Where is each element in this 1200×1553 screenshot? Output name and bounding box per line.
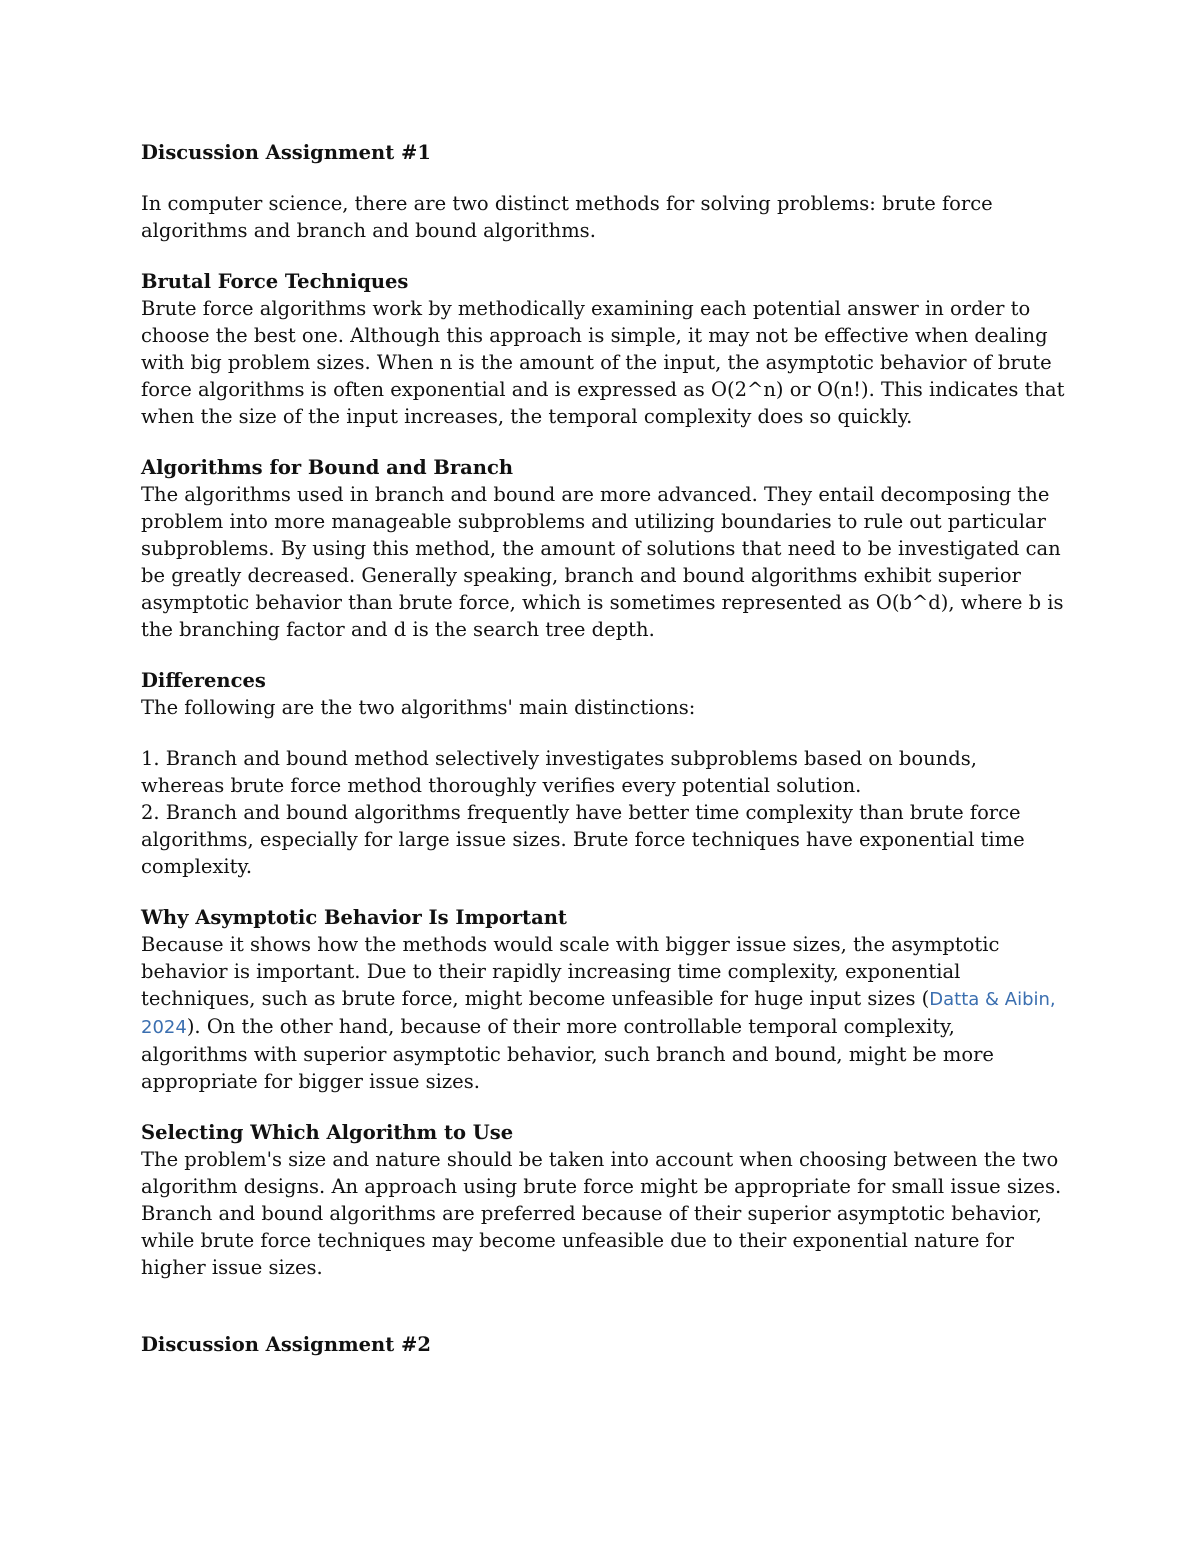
citation-link[interactable]: Datta & Aibin, 2024 [141,989,1056,1038]
section-body-brute-force: Brute force algorithms work by methodically examining each potential answer in order to choose the best one. Although this approach is simple, it may not be effective when dealing with big problem sizes. When n is the amount of the input, the asymptotic behavior of brute force algorithms is often exponential and is expressed as O(2^n) or O(n!). This indicates that when the size of the input increases, the temporal complexity does so quickly. [141,297,1065,428]
assignment-2-title: Discussion Assignment #2 [141,1333,431,1356]
section-heading-branch-bound: Algorithms for Bound and Branch [141,456,514,479]
section-body-asymptotic [141,931,1066,1095]
section-body-selecting: The problem's size and nature should be taken into account when choosing between the two algorithm designs. An approach using brute force might be appropriate for small issue sizes. Branch and bound algorithms are preferred because of their superior asymptotic behavior, while brute force techniques may become unfeasible due to their exponential nature for higher issue sizes. [141,1148,1062,1279]
asymptotic-text-after: ). On the other hand, because of their more controllable temporal complexity, algorithms with superior asymptotic behavior, such branch and bound, might be more appropriate for bigger issue sizes. [141,1015,994,1093]
section-heading-selecting: Selecting Which Algorithm to Use [141,1121,514,1144]
differences-intro: The following are the two algorithms' main distinctions: [141,696,696,719]
section-heading-differences: Differences [141,669,266,692]
differences-item-1: 1. Branch and bound method selectively investigates subproblems based on bounds, whereas brute force method thoroughly verifies every potential solution. [141,747,977,797]
document-page [141,139,1066,1358]
asymptotic-text-before: Because it shows how the methods would scale with bigger issue sizes, the asymptotic behavior is important. Due to their rapidly increasing time complexity, exponential techniques, such as brute force, might become unfeasible for huge input sizes ( [141,933,1000,1010]
assignment-1-title: Discussion Assignment #1 [141,141,431,164]
section-heading-asymptotic: Why Asymptotic Behavior Is Important [141,906,567,929]
section-heading-brute-force: Brutal Force Techniques [141,270,409,293]
section-body-branch-bound: The algorithms used in branch and bound are more advanced. They entail decomposing the problem into more manageable subproblems and utilizing boundaries to rule out particular subproblems. By using this method, the amount of solutions that need to be investigated can be greatly decreased. Generally speaking, branch and bound algorithms exhibit superior asymptotic behavior than brute force, which is sometimes represented as O(b^d), where b is the branching factor and d is the search tree depth. [141,483,1064,641]
differences-item-2: 2. Branch and bound algorithms frequently have better time complexity than brute force algorithms, especially for large issue sizes. Brute force techniques have exponential time complexity. [141,801,1025,878]
intro-paragraph: In computer science, there are two distinct methods for solving problems: brute force algorithms and branch and bound algorithms. [141,192,993,242]
